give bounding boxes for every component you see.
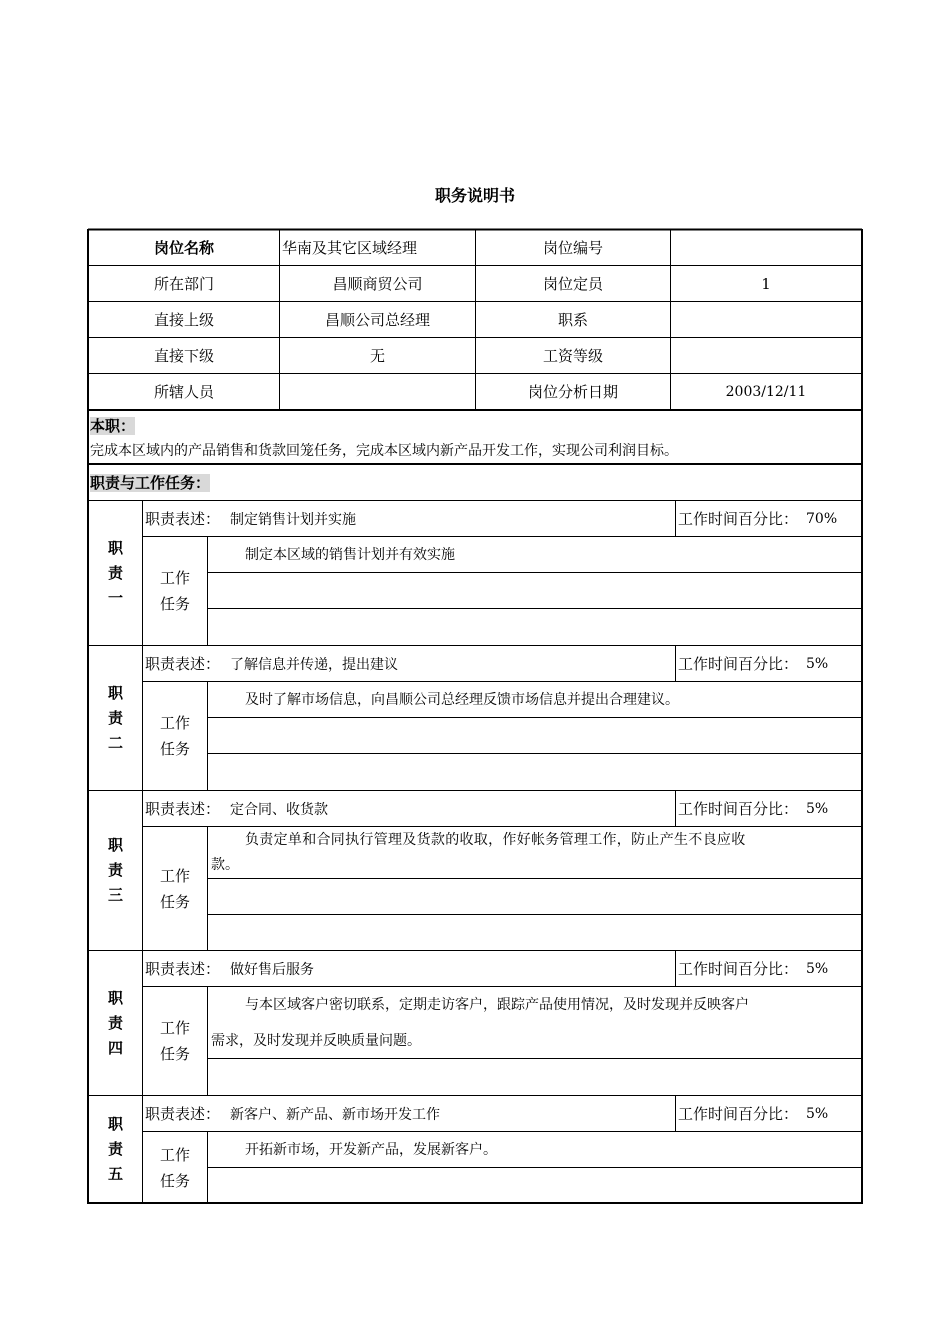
responsibility-3-percent: 5% (806, 800, 829, 817)
analysis-date-value: 2003/12/11 (725, 383, 807, 400)
responsibility-3-percent-row (678, 791, 861, 826)
task-label-line: 工作 (159, 1019, 190, 1037)
responsibility-5-task-label (143, 1132, 207, 1203)
responsibility-4-label-char: 职 (107, 988, 123, 1007)
subordinate-label: 直接下级 (153, 347, 214, 365)
responsibility-3-task-line: 负责定单和合同执行管理及货款的收取，作好帐务管理工作，防止产生不良应收 (245, 832, 746, 848)
responsibility-1-description: 制定销售计划并实施 (230, 511, 357, 528)
responsibility-3-label (89, 791, 142, 950)
responsibility-2-percent-row (678, 646, 861, 681)
time-percent-label: 工作时间百分比： (678, 800, 799, 818)
responsibility-3-label-char: 职 (107, 836, 123, 854)
task-label-line: 工作 (159, 714, 190, 732)
description-label: 职责表述： (145, 1105, 221, 1123)
task-label-line: 任务 (159, 892, 190, 911)
duty-label-text: 本职： (90, 417, 136, 435)
responsibility-2-label-char: 责 (107, 708, 123, 727)
responsibility-2-description: 了解信息并传递，提出建议 (230, 656, 399, 673)
responsibility-4-task-line-2: 需求，及时发现并反映质量问题。 (211, 1033, 421, 1049)
responsibilities-heading (90, 472, 210, 494)
description-label: 职责表述： (145, 800, 221, 818)
responsibility-1-label-char: 一 (107, 588, 123, 607)
responsibility-4-percent-row (678, 951, 861, 986)
staff-value (280, 374, 475, 409)
responsibility-1-description-row (145, 501, 675, 536)
task-label-line: 任务 (159, 1171, 190, 1190)
responsibility-4-label-char: 责 (107, 1013, 123, 1032)
position-no-value (671, 230, 861, 265)
responsibility-2-label (89, 646, 142, 790)
responsibility-3-description-row (145, 791, 675, 826)
department-value: 昌顺商贸公司 (332, 275, 423, 293)
rank-value (671, 302, 861, 337)
responsibility-1-task-label (143, 537, 207, 645)
responsibility-5-percent-row (678, 1096, 861, 1131)
responsibility-3-task-line-2: 款。 (211, 857, 239, 873)
headcount-value: 1 (761, 274, 771, 293)
responsibility-5-label-char: 五 (107, 1165, 123, 1183)
responsibility-1-label (89, 501, 142, 645)
responsibility-4-label (89, 951, 142, 1095)
description-label: 职责表述： (145, 960, 221, 978)
subordinate-value: 无 (369, 347, 385, 365)
responsibility-4-description: 做好售后服务 (230, 961, 315, 978)
responsibility-2-label-char: 二 (107, 733, 123, 752)
responsibility-3-label-char: 责 (107, 861, 123, 879)
responsibility-1-percent-row (678, 501, 861, 536)
responsibility-3-description: 定合同、收货款 (230, 801, 329, 818)
page-title: 职务说明书 (434, 186, 515, 205)
task-label-line: 任务 (159, 1045, 190, 1063)
responsibility-1-task-line: 制定本区域的销售计划并有效实施 (245, 547, 455, 563)
task-label-line: 工作 (159, 866, 190, 885)
staff-label: 所辖人员 (153, 383, 214, 401)
responsibility-4-description-row (145, 951, 675, 986)
position-name-value: 华南及其它区域经理 (282, 239, 418, 257)
responsibility-4-label-char: 四 (107, 1038, 123, 1057)
responsibility-1-label-char: 责 (107, 563, 123, 582)
responsibilities-heading-text: 职责与工作任务： (90, 474, 211, 492)
position-name-label: 岗位名称 (153, 239, 214, 257)
headcount-label: 岗位定员 (542, 275, 603, 293)
salary-grade-label: 工资等级 (542, 347, 603, 365)
responsibility-5-description-row (145, 1096, 675, 1131)
superior-value: 昌顺公司总经理 (324, 311, 430, 329)
department-label: 所在部门 (153, 275, 214, 293)
responsibility-2-description-row (145, 646, 675, 681)
task-label-line: 工作 (159, 1145, 190, 1164)
analysis-date-label: 岗位分析日期 (527, 383, 618, 401)
responsibility-2-label-char: 职 (107, 683, 123, 702)
time-percent-label: 工作时间百分比： (678, 655, 799, 673)
time-percent-label: 工作时间百分比： (678, 1105, 799, 1123)
task-label-line: 任务 (159, 740, 190, 758)
duty-label (90, 416, 135, 436)
responsibility-3-label-char: 三 (107, 886, 123, 904)
responsibility-3-task-label (143, 827, 207, 950)
responsibility-4-percent: 5% (806, 960, 829, 977)
responsibility-2-percent: 5% (806, 655, 829, 672)
responsibility-5-label-char: 责 (107, 1140, 123, 1158)
time-percent-label: 工作时间百分比： (678, 510, 799, 528)
position-no-label: 岗位编号 (542, 239, 603, 257)
responsibility-4-task-label (143, 987, 207, 1095)
salary-grade-value (671, 338, 861, 373)
responsibility-2-task-line: 及时了解市场信息，向昌顺公司总经理反馈市场信息并提出合理建议。 (245, 692, 679, 708)
duty-text: 完成本区域内的产品销售和货款回笼任务，完成本区域内新产品开发工作，实现公司利润目标。 (90, 443, 678, 459)
responsibility-4-task-line: 与本区域客户密切联系，定期走访客户，跟踪产品使用情况，及时发现并反映客户 (245, 997, 749, 1013)
rank-label: 职系 (557, 311, 588, 329)
responsibility-5-label-char: 职 (107, 1115, 123, 1133)
time-percent-label: 工作时间百分比： (678, 960, 799, 978)
responsibility-5-description: 新客户、新产品、新市场开发工作 (230, 1106, 441, 1123)
responsibility-2-task-label (143, 682, 207, 790)
description-label: 职责表述： (145, 655, 221, 673)
responsibility-5-task-line: 开拓新市场，开发新产品，发展新客户。 (245, 1142, 497, 1158)
description-label: 职责表述： (145, 510, 221, 528)
responsibility-5-percent: 5% (806, 1105, 829, 1122)
superior-label: 直接上级 (153, 311, 214, 329)
task-label-line: 任务 (159, 595, 190, 613)
responsibility-1-percent: 70% (806, 510, 838, 527)
task-label-line: 工作 (159, 569, 190, 587)
responsibility-5-label (89, 1096, 142, 1203)
responsibility-1-label-char: 职 (107, 538, 123, 557)
